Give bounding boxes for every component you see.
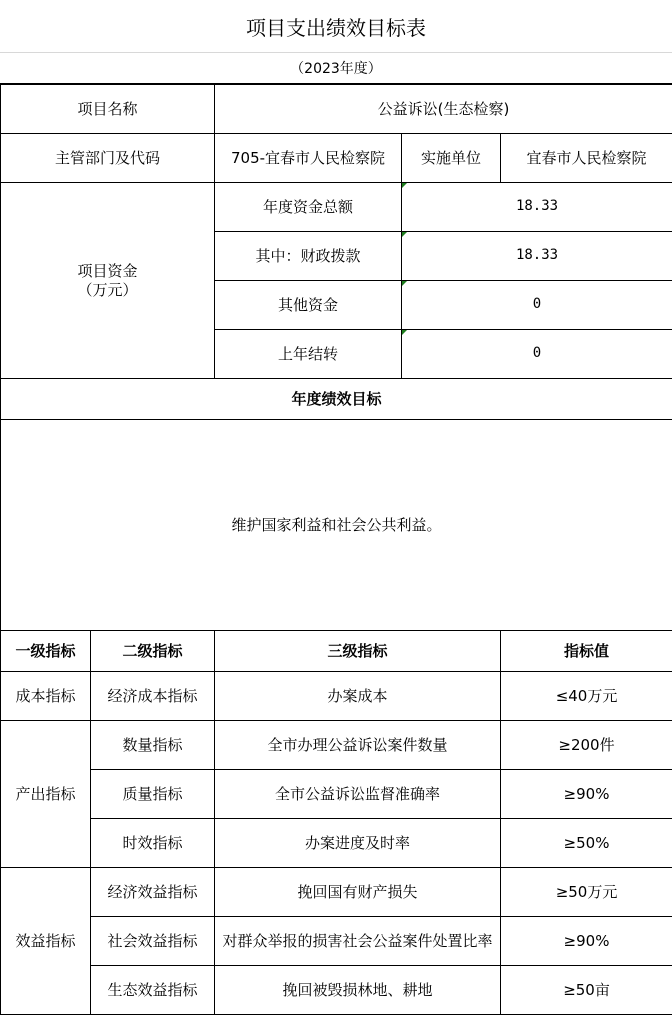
level3-cell: 办案成本: [215, 672, 501, 721]
indicator-row: [1, 868, 672, 917]
annual-goal-text-row: [1, 420, 672, 631]
fund-item-value-text: 0: [532, 296, 542, 313]
level2-cell: 经济效益指标: [91, 868, 215, 917]
header-level1: 一级指标: [1, 631, 91, 672]
annual-goal-text: 维护国家利益和社会公共利益。: [1, 420, 672, 631]
indicator-value: ≥50万元: [501, 868, 672, 917]
fund-label: [1, 183, 215, 379]
project-name-value: 公益诉讼(生态检察): [215, 85, 672, 134]
level1-output: 产出指标: [1, 721, 91, 868]
level2-cell: 经济成本指标: [91, 672, 215, 721]
annual-goal-label: 年度绩效目标: [1, 379, 672, 420]
indicator-row: [1, 966, 672, 1015]
fund-item-value: [402, 281, 672, 330]
fund-item-label: 其中：财政拨款: [215, 232, 402, 281]
indicator-row: [1, 917, 672, 966]
level3-cell: 挽回被毁损林地、耕地: [215, 966, 501, 1015]
department-label: 主管部门及代码: [1, 134, 215, 183]
header-value: 指标值: [501, 631, 672, 672]
level3-cell: 全市办理公益诉讼案件数量: [215, 721, 501, 770]
page-title: 项目支出绩效目标表: [0, 0, 672, 53]
cell-marker-icon: [402, 330, 407, 335]
indicator-value: ≥50%: [501, 819, 672, 868]
project-name-row: [1, 85, 672, 134]
indicator-row: [1, 819, 672, 868]
indicator-value: ≥90%: [501, 917, 672, 966]
level1-cost: 成本指标: [1, 672, 91, 721]
cell-marker-icon: [402, 183, 407, 188]
indicator-row: [1, 770, 672, 819]
level3-cell: 办案进度及时率: [215, 819, 501, 868]
fund-item-value-text: 18.33: [515, 247, 559, 264]
fund-item-label: 年度资金总额: [215, 183, 402, 232]
fund-row: [1, 183, 672, 232]
level3-cell: 全市公益诉讼监督准确率: [215, 770, 501, 819]
fund-item-value: [402, 232, 672, 281]
level2-cell: 时效指标: [91, 819, 215, 868]
fund-label-line2: （万元）: [77, 280, 138, 299]
level2-cell: 质量指标: [91, 770, 215, 819]
level2-cell: 数量指标: [91, 721, 215, 770]
fund-item-value: [402, 330, 672, 379]
project-name-label: 项目名称: [1, 85, 215, 134]
level3-cell: 挽回国有财产损失: [215, 868, 501, 917]
header-level3: 三级指标: [215, 631, 501, 672]
level2-cell: 生态效益指标: [91, 966, 215, 1015]
fund-item-value-text: 0: [532, 345, 542, 362]
indicator-value: ≥200件: [501, 721, 672, 770]
header-level2: 二级指标: [91, 631, 215, 672]
indicator-value: ≥90%: [501, 770, 672, 819]
cell-marker-icon: [402, 232, 407, 237]
fund-item-value-text: 18.33: [515, 198, 559, 215]
fund-item-label: 其他资金: [215, 281, 402, 330]
indicator-row: [1, 721, 672, 770]
annual-goal-header-row: [1, 379, 672, 420]
indicator-value: ≥50亩: [501, 966, 672, 1015]
indicator-value: ≤40万元: [501, 672, 672, 721]
level1-benefit: 效益指标: [1, 868, 91, 1015]
implementing-unit-value: 宜春市人民检察院: [501, 134, 672, 183]
level3-cell: 对群众举报的损害社会公益案件处置比率: [215, 917, 501, 966]
fund-item-label: 上年结转: [215, 330, 402, 379]
department-row: [1, 134, 672, 183]
fund-label-line1: 项目资金: [77, 261, 138, 280]
fund-item-value: [402, 183, 672, 232]
indicator-header-row: [1, 631, 672, 672]
implementing-unit-label: 实施单位: [402, 134, 501, 183]
department-value: 705-宜春市人民检察院: [215, 134, 402, 183]
year-label: （2023年度）: [0, 53, 672, 84]
level2-cell: 社会效益指标: [91, 917, 215, 966]
goal-table: [0, 84, 672, 1015]
indicator-row: [1, 672, 672, 721]
cell-marker-icon: [402, 281, 407, 286]
